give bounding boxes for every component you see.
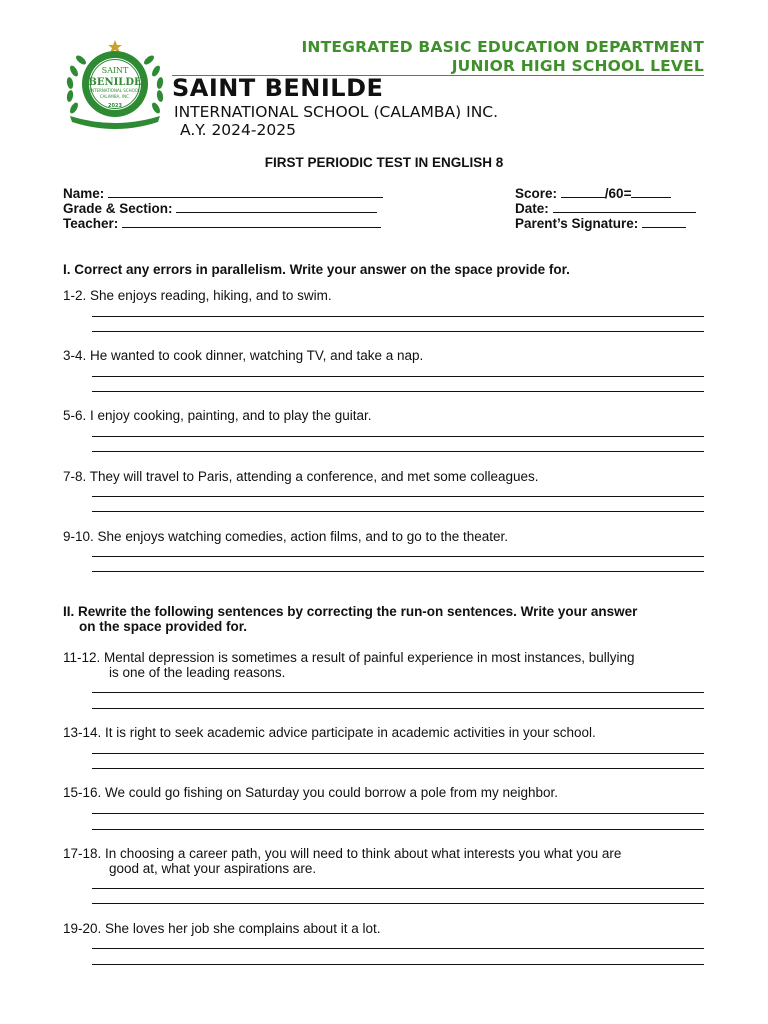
question-7-8 xyxy=(63,469,708,484)
question-1-2 xyxy=(63,288,708,303)
score-field[interactable] xyxy=(561,186,605,198)
question-number: 5-6. xyxy=(63,408,87,423)
question-text: I enjoy cooking, painting, and to play the guitar. xyxy=(90,408,372,423)
question-number: 19-20. xyxy=(63,921,102,936)
school-level: JUNIOR HIGH SCHOOL LEVEL xyxy=(451,57,704,75)
answer-line[interactable] xyxy=(92,436,704,437)
answer-line[interactable] xyxy=(92,768,704,769)
parent-signature-label: Parent’s Signature: xyxy=(515,216,639,231)
teacher-field[interactable] xyxy=(122,216,381,228)
question-text: She enjoys watching comedies, action films, and to go to the theater. xyxy=(97,529,509,544)
question-number: 7-8. xyxy=(63,469,87,484)
question-17-18 xyxy=(63,846,708,876)
question-text: We could go fishing on Saturday you could borrow a pole from my neighbor. xyxy=(105,785,559,800)
question-number: 15-16. xyxy=(63,785,102,800)
answer-line[interactable] xyxy=(92,948,704,949)
question-text-cont: good at, what your aspirations are. xyxy=(109,861,317,876)
question-number: 11-12. xyxy=(63,650,101,665)
question-text: Mental depression is sometimes a result of painful experience in most instances, bullying xyxy=(104,650,635,665)
answer-line[interactable] xyxy=(92,888,704,889)
logo-main-word: BENILDE xyxy=(88,77,142,88)
question-number: 3-4. xyxy=(63,348,87,363)
question-text: It is right to seek academic advice participate in academic activities in your school. xyxy=(105,725,596,740)
question-text: He wanted to cook dinner, watching TV, and take a nap. xyxy=(90,348,424,363)
answer-line[interactable] xyxy=(92,511,704,512)
question-5-6 xyxy=(63,408,708,423)
school-subtitle: INTERNATIONAL SCHOOL (CALAMBA) INC. xyxy=(174,103,499,121)
grade-section-label: Grade & Section: xyxy=(63,201,173,216)
score-percent-field[interactable] xyxy=(631,186,671,198)
question-3-4 xyxy=(63,348,708,363)
grade-section-field[interactable] xyxy=(176,201,377,213)
question-19-20 xyxy=(63,921,708,936)
answer-line[interactable] xyxy=(92,753,704,754)
question-11-12 xyxy=(63,650,708,680)
section-2-heading xyxy=(63,604,713,634)
answer-line[interactable] xyxy=(92,829,704,830)
date-field[interactable] xyxy=(553,201,696,213)
answer-line[interactable] xyxy=(92,451,704,452)
question-text: She enjoys reading, hiking, and to swim. xyxy=(90,288,332,303)
question-15-16 xyxy=(63,785,708,800)
question-number: 1-2. xyxy=(63,288,87,303)
answer-line[interactable] xyxy=(92,964,704,965)
logo-sub-text: CALAMBA, INC. xyxy=(99,94,131,99)
teacher-label: Teacher: xyxy=(63,216,119,231)
answer-line[interactable] xyxy=(92,391,704,392)
date-label: Date: xyxy=(515,201,549,216)
answer-line[interactable] xyxy=(92,331,704,332)
student-info xyxy=(63,186,383,231)
question-text: She loves her job she complains about it a lot. xyxy=(105,921,381,936)
answer-line[interactable] xyxy=(92,496,704,497)
score-total: /60= xyxy=(604,186,632,201)
parent-signature-field[interactable] xyxy=(642,216,686,228)
question-text: They will travel to Paris, attending a conference, and met some colleagues. xyxy=(89,469,539,484)
answer-line[interactable] xyxy=(92,316,704,317)
question-number: 9-10. xyxy=(63,529,94,544)
name-label: Name: xyxy=(63,186,105,201)
school-year: A.Y. 2024-2025 xyxy=(180,121,296,139)
logo-year: 2023 xyxy=(108,103,122,109)
score-info xyxy=(515,186,696,231)
answer-line[interactable] xyxy=(92,813,704,814)
question-9-10 xyxy=(63,529,708,544)
section-2-heading-line2: on the space provided for. xyxy=(79,619,248,634)
name-field[interactable] xyxy=(108,186,383,198)
answer-line[interactable] xyxy=(92,571,704,572)
school-name: SAINT BENILDE xyxy=(172,74,384,102)
question-text: In choosing a career path, you will need to think about what interests you what you are xyxy=(105,846,622,861)
test-title: FIRST PERIODIC TEST IN ENGLISH 8 xyxy=(264,155,504,170)
question-13-14 xyxy=(63,725,708,740)
answer-line[interactable] xyxy=(92,708,704,709)
department-heading xyxy=(301,38,704,76)
answer-line[interactable] xyxy=(92,692,704,693)
question-number: 13-14. xyxy=(63,725,102,740)
logo-top-line: SAINT xyxy=(101,66,129,75)
school-logo xyxy=(62,38,168,130)
section-1-heading: I. Correct any errors in parallelism. Write your answer on the space provide for. xyxy=(63,262,570,277)
question-text-cont: is one of the leading reasons. xyxy=(109,665,286,680)
logo-arc-text: INTERNATIONAL SCHOOL xyxy=(89,88,141,93)
department-name: INTEGRATED BASIC EDUCATION DEPARTMENT xyxy=(301,38,704,56)
answer-line[interactable] xyxy=(92,556,704,557)
section-2-heading-line1: II. Rewrite the following sentences by correcting the run-on sentences. Write your answer xyxy=(63,604,638,619)
score-label: Score: xyxy=(515,186,558,201)
question-number: 17-18. xyxy=(63,846,102,861)
answer-line[interactable] xyxy=(92,376,704,377)
answer-line[interactable] xyxy=(92,903,704,904)
